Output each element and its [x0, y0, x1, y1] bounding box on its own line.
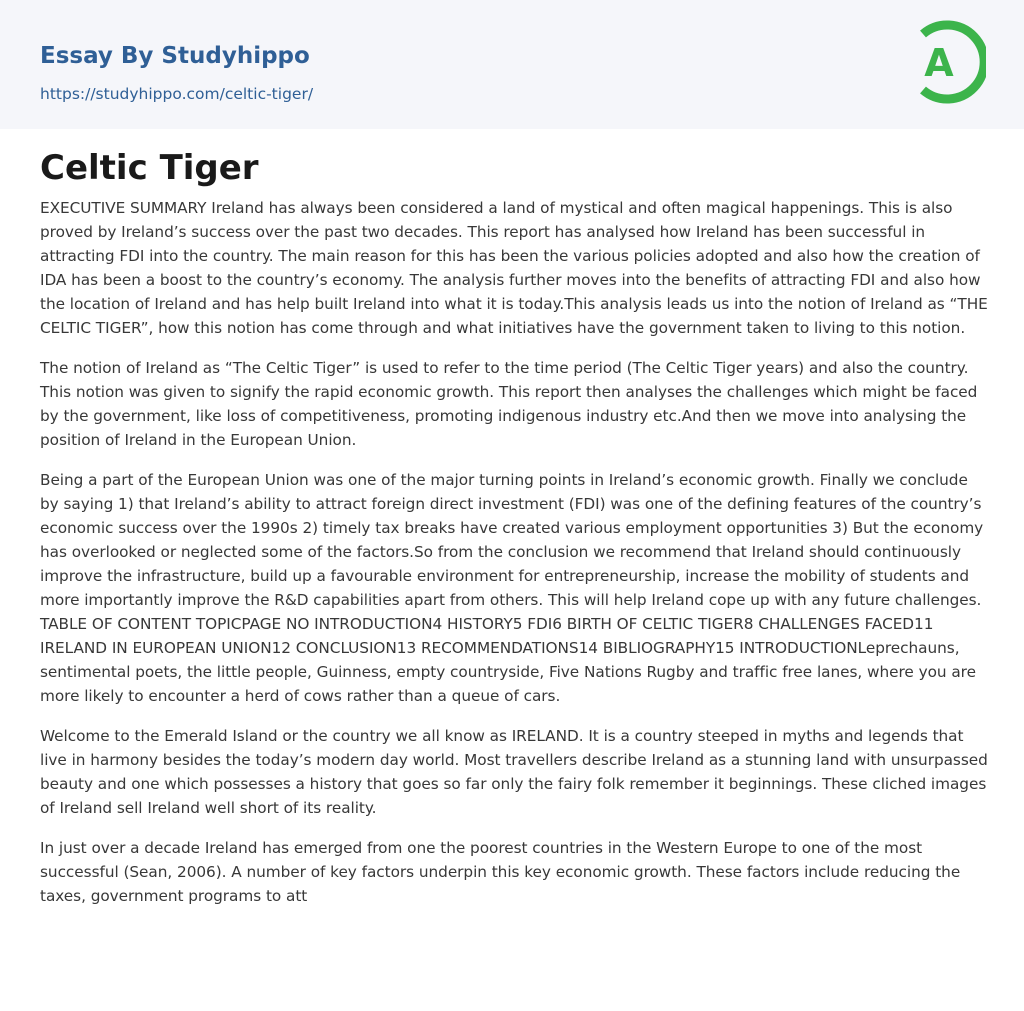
- essay-content: [40, 146, 990, 924]
- studyhippo-logo-icon[interactable]: [910, 20, 986, 106]
- page-header: [0, 0, 1024, 129]
- logo-letter: A: [924, 41, 954, 85]
- site-brand[interactable]: Essay By Studyhippo: [40, 43, 310, 69]
- essay-title: Celtic Tiger: [40, 148, 259, 188]
- essay-paragraph: Welcome to the Emerald Island or the country we all know as IRELAND. It is a country steeped in myths and legends that live in harmony besides the today’s modern day world. Most travellers describe Ireland as a stunning land with unsurpassed beauty and one which possesses a history that goes so far only the fairy folk remember it beginnings. These cliched images of Ireland sell Ireland well short of its reality.: [40, 727, 988, 817]
- essay-paragraph: EXECUTIVE SUMMARY Ireland has always been considered a land of mystical and often magical happenings. This is also proved by Ireland’s success over the past two decades. This report has analysed how Ireland has been successful in attracting FDI into the country. The main reason for this has been the various policies adopted and also how the creation of IDA has been a boost to the country’s economy. The analysis further moves into the benefits of attracting FDI and also how the location of Ireland and has help built Ireland into what it is today.This analysis leads us into the notion of Ireland as “THE CELTIC TIGER”, how this notion has come through and what initiatives have the government taken to living to this notion.: [40, 199, 988, 337]
- essay-paragraph: In just over a decade Ireland has emerged from one the poorest countries in the Western Europe to one of the most successful (Sean, 2006). A number of key factors underpin this key economic growth. These factors include reducing the taxes, government programs to att: [40, 839, 961, 905]
- essay-paragraph: The notion of Ireland as “The Celtic Tiger” is used to refer to the time period (The Celtic Tiger years) and also the country. This notion was given to signify the rapid economic growth. This report then analyses the challenges which might be faced by the government, like loss of competitiveness, promoting indigenous industry etc.And then we move into analysing the position of Ireland in the European Union.: [40, 359, 978, 449]
- essay-paragraph: Being a part of the European Union was one of the major turning points in Ireland’s economic growth. Finally we conclude by saying 1) that Ireland’s ability to attract foreign direct investment (FDI) was one of the defining features of the country’s economic success over the 1990s 2) timely tax breaks have created various employment opportunities 3) But the economy has overlooked or neglected some of the factors.So from the conclusion we recommend that Ireland should continuously improve the infrastructure, build up a favourable environment for entrepreneurship, increase the mobility of students and more importantly improve the R&D capabilities apart from others. This will help Ireland cope up with any future challenges. TABLE OF CONTENT TOPICPAGE NO INTRODUCTION4 HISTORY5 FDI6 BIRTH OF CELTIC TIGER8 CHALLENGES FACED11 IRELAND IN EUROPEAN UNION12 CONCLUSION13 RECOMMENDATIONS14 BIBLIOGRAPHY15 INTRODUCTIONLeprechauns, sentimental poets, the little people, Guinness, empty countryside, Five Nations Rugby and traffic free lanes, where you are more likely to encounter a herd of cows rather than a queue of cars.: [40, 471, 984, 705]
- source-url-link[interactable]: https://studyhippo.com/celtic-tiger/: [40, 85, 314, 103]
